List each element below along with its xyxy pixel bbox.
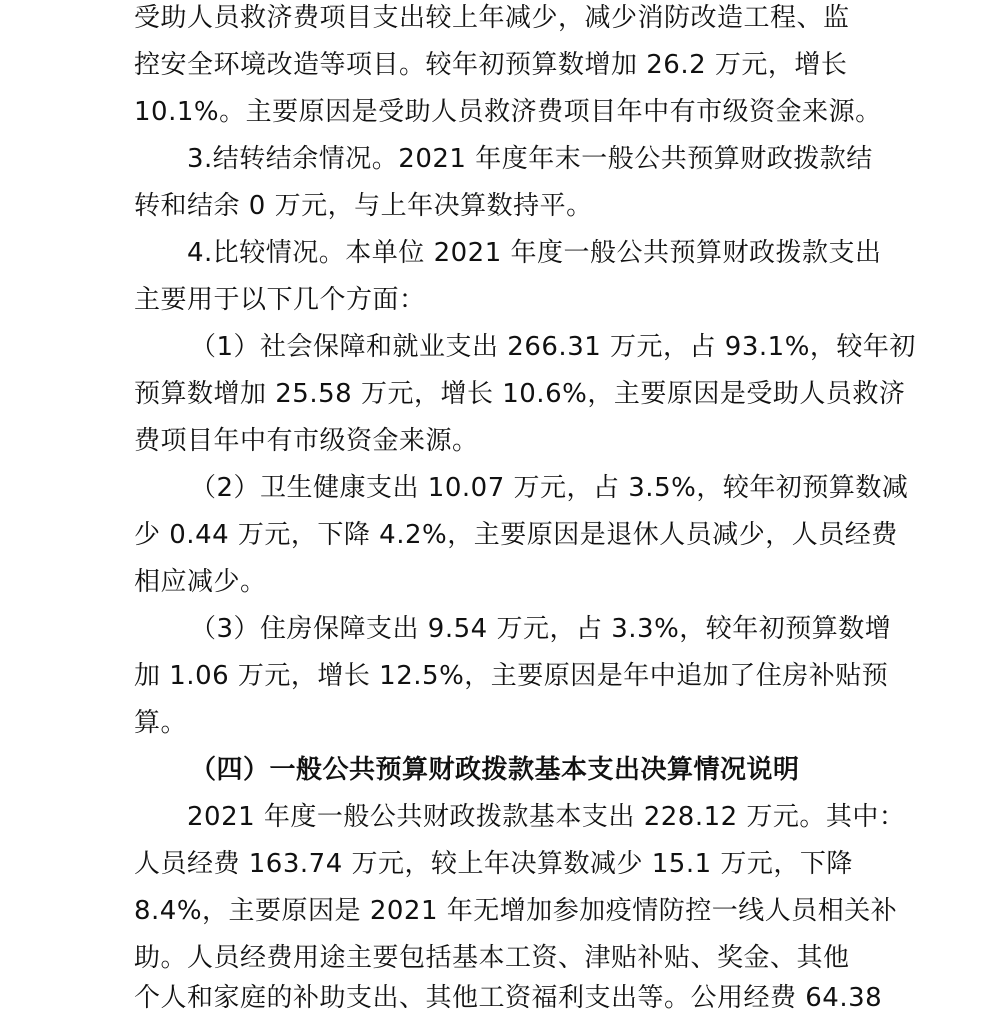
paragraph-line: 预算数增加 25.58 万元，增长 10.6%，主要原因是受助人员救济 xyxy=(134,379,906,409)
paragraph-line: 算。 xyxy=(134,708,188,738)
paragraph-line: 8.4%，主要原因是 2021 年无增加参加疫情防控一线人员相关补 xyxy=(134,896,898,926)
paragraph-line: 加 1.06 万元，增长 12.5%，主要原因是年中追加了住房补贴预 xyxy=(134,661,889,691)
paragraph-line: 助。人员经费用途主要包括基本工资、津贴补贴、奖金、其他 xyxy=(134,943,850,973)
paragraph-line: 少 0.44 万元，下降 4.2%，主要原因是退休人员减少，人员经费 xyxy=(134,520,898,550)
paragraph-line: 费项目年中有市级资金来源。 xyxy=(134,426,479,456)
paragraph-line: 2021 年度一般公共财政拨款基本支出 228.12 万元。其中： xyxy=(187,802,906,832)
paragraph-line: （3）住房保障支出 9.54 万元，占 3.3%，较年初预算数增 xyxy=(190,614,892,644)
paragraph-line: 人员经费 163.74 万元，较上年决算数减少 15.1 万元，下降 xyxy=(134,849,853,879)
paragraph-line: 个人和家庭的补助支出、其他工资福利支出等。公用经费 64.38 xyxy=(134,983,883,1013)
paragraph-line: （2）卫生健康支出 10.07 万元，占 3.5%，较年初预算数减 xyxy=(190,473,909,503)
paragraph-line: 10.1%。主要原因是受助人员救济费项目年中有市级资金来源。 xyxy=(134,97,882,127)
paragraph-line: 4.比较情况。本单位 2021 年度一般公共预算财政拨款支出 xyxy=(187,238,882,268)
paragraph-line: 相应减少。 xyxy=(134,567,267,597)
paragraph-line: 控安全环境改造等项目。较年初预算数增加 26.2 万元，增长 xyxy=(134,50,848,80)
paragraph-line: 主要用于以下几个方面： xyxy=(134,285,426,315)
section-heading: （四）一般公共预算财政拨款基本支出决算情况说明 xyxy=(190,755,800,785)
paragraph-line: 3.结转结余情况。2021 年度年末一般公共预算财政拨款结 xyxy=(187,144,873,174)
paragraph-line: 转和结余 0 万元，与上年决算数持平。 xyxy=(134,191,593,221)
paragraph-line: 受助人员救济费项目支出较上年减少，减少消防改造工程、监 xyxy=(134,3,850,33)
paragraph-line: （1）社会保障和就业支出 266.31 万元，占 93.1%，较年初 xyxy=(190,332,916,362)
